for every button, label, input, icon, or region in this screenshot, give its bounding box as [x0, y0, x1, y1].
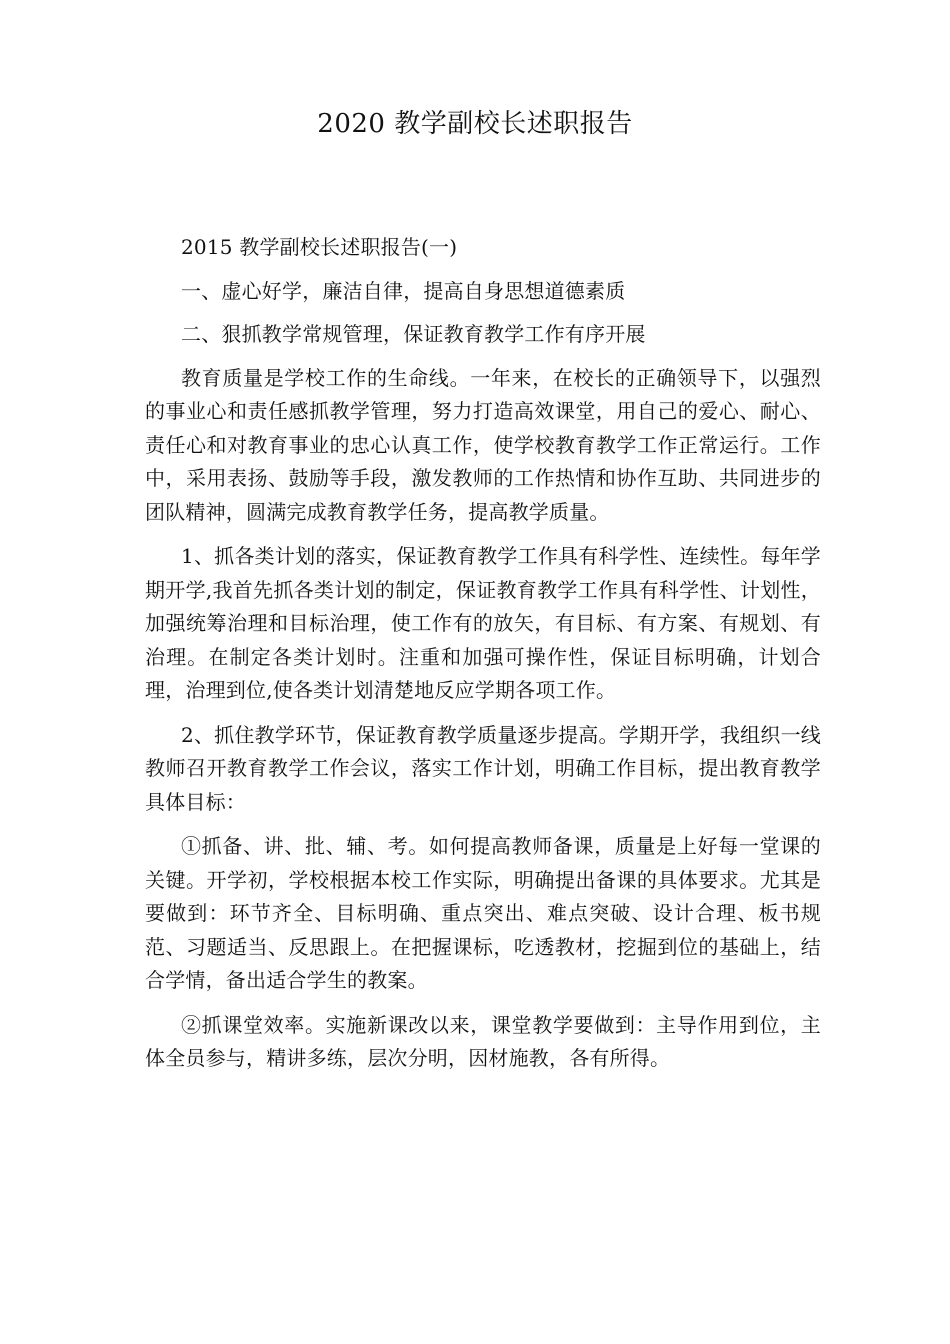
section-heading-1: 一、虚心好学，廉洁自律，提高自身思想道德素质 [181, 278, 626, 303]
body-paragraph-quality: 教育质量是学校工作的生命线。一年来，在校长的正确领导下，以强烈的事业心和责任感抓教学管理，努力打造高效课堂，用自己的爱心、耐心、责任心和对教育事业的忠心认真工作，使学校教育教学工作正常运行。工作中，采用表扬、鼓励等手段，激发教师的工作热情和协作互助、共同进步的团队精神，圆满完成教育教学任务，提高教学质量。 [145, 365, 821, 524]
document-title: 2020 教学副校长述职报告 [317, 109, 633, 139]
subtitle-paragraph: 2015 教学副校长述职报告(一) [181, 235, 458, 259]
document-body [145, 231, 821, 1087]
section-heading-2: 二、狠抓教学常规管理，保证教育教学工作有序开展 [181, 322, 646, 346]
body-paragraph-lesson-prep: ①抓备、讲、批、辅、考。如何提高教师备课，质量是上好每一堂课的关键。开学初，学校根据本校工作实际，明确提出备课的具体要求。尤其是要做到：环节齐全、目标明确、重点突出、难点突破、设计合理、板书规范、习题适当、反思跟上。在把握课标，吃透教材，挖掘到位的基础上，结合学情，备出适合学生的教案。 [145, 834, 821, 992]
body-paragraph-classroom-efficiency: ②抓课堂效率。实施新课改以来，课堂教学要做到：主导作用到位，主体全员参与，精讲多练，层次分明，因材施教，各有所得。 [145, 1012, 821, 1070]
body-paragraph-teaching-links: 2、抓住教学环节，保证教育教学质量逐步提高。学期开学，我组织一线教师召开教育教学工作会议，落实工作计划，明确工作目标，提出教育教学具体目标： [145, 722, 821, 814]
body-paragraph-plans: 1、抓各类计划的落实，保证教育教学工作具有科学性、连续性。每年学期开学,我首先抓各类计划的制定，保证教育教学工作具有科学性、计划性，加强统筹治理和目标治理，使工作有的放矢，有目标、有方案、有规划、有治理。在制定各类计划时。注重和加强可操作性，保证目标明确，计划合理，治理到位,使各类计划清楚地反应学期各项工作。 [145, 544, 821, 702]
